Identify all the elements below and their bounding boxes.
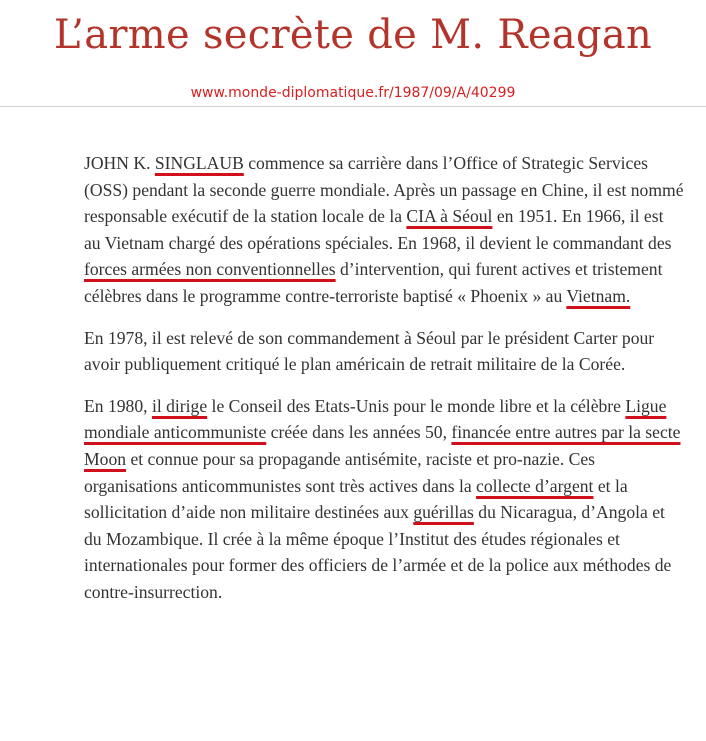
text-segment: en 1951. En 1966, il est au Vietnam chargé des opérations spéciales. En 1968, il devient le commandant des bbox=[84, 206, 672, 253]
highlight-collecte-argent: collecte d’argent bbox=[476, 475, 594, 496]
text-segment: le Conseil des Etats-Unis pour le monde libre et la célèbre bbox=[207, 395, 626, 416]
highlight-cia-seoul: CIA à Séoul bbox=[406, 206, 493, 227]
paragraph-3 bbox=[84, 393, 684, 606]
paragraph-1 bbox=[84, 150, 684, 310]
highlight-ligue-mondiale: Ligue mondiale anticommuniste bbox=[84, 395, 667, 443]
highlight-secte-moon: financée entre autres par la secte Moon bbox=[84, 422, 681, 469]
highlight-guerillas: guérillas bbox=[413, 502, 474, 523]
source-url-link[interactable]: www.monde-diplomatique.fr/1987/09/A/40299 bbox=[190, 85, 516, 101]
text-segment: et connue pour sa propagande antisémite, raciste et pro-nazie. Ces organisations anticommunistes sont très actives dans la bbox=[84, 448, 596, 496]
text-segment: du Nicaragua, d’Angola et du Mozambique. Il crée à la même époque l’Institut des études régionales et internationales pour former des officiers de l’armée et de la police aux méthodes de contre-insurrection. bbox=[84, 502, 672, 602]
highlight-singlaub: SINGLAUB bbox=[154, 153, 244, 173]
highlight-vietnam: Vietnam. bbox=[566, 285, 631, 306]
highlight-forces-armees: forces armées non conventionnelles bbox=[84, 259, 336, 280]
article-body bbox=[84, 150, 684, 621]
text-segment: En 1980, bbox=[84, 395, 152, 416]
article-title: L’arme secrète de M. Reagan bbox=[53, 12, 653, 58]
text-segment: créée dans les années 50, bbox=[266, 422, 452, 443]
paragraph-2: En 1978, il est relevé de son commandement à Séoul par le président Carter pour avoir publiquement critiqué le plan américain de retrait militaire de la Corée. bbox=[84, 327, 655, 375]
text-segment: et la sollicitation d’aide non militaire destinées aux bbox=[84, 475, 628, 523]
text-segment: JOHN K. bbox=[84, 153, 155, 173]
text-segment: commence sa carrière dans l’Office of Strategic Services (OSS) pendant la seconde guerre mondiale. Après un passage en Chine, il est nommé responsable exécutif de la station locale de la bbox=[84, 153, 684, 227]
text-segment: d’intervention, qui furent actives et tristement célèbres dans le programme contre-terroriste baptisé « Phoenix » au bbox=[84, 259, 663, 306]
highlight-il-dirige: il dirige bbox=[151, 395, 208, 416]
header-divider bbox=[0, 106, 706, 107]
